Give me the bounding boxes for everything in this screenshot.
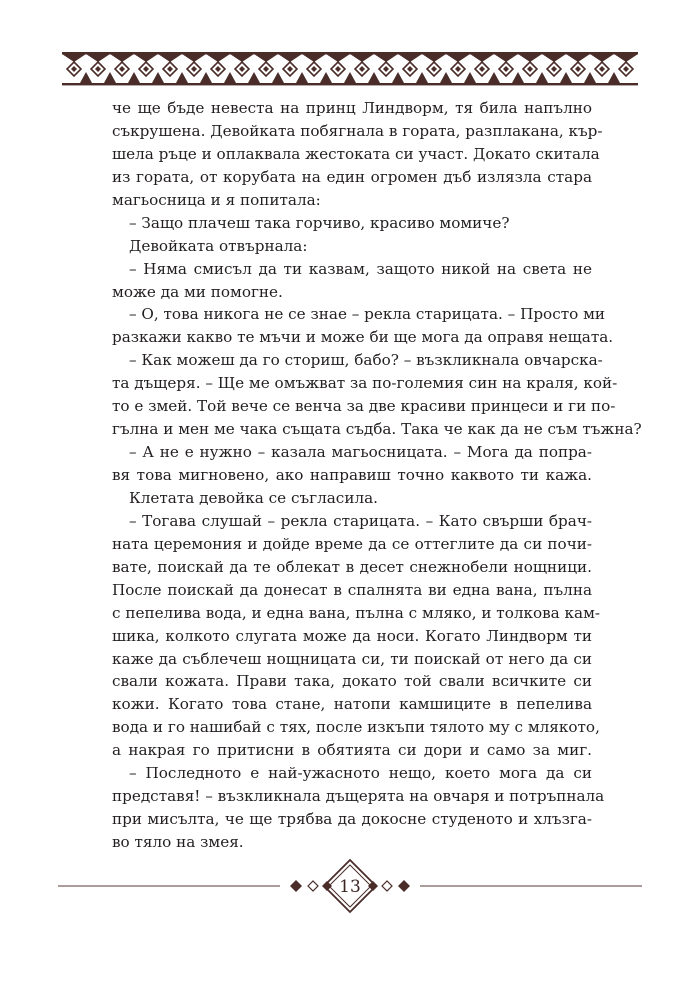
ornament-triangle: [62, 54, 86, 62]
text-line-12: – Как можеш да го сториш, бабо? – възкликнала овчарска-: [129, 351, 603, 370]
ornament-triangle: [422, 54, 446, 62]
page-number: 13: [339, 877, 361, 897]
text-line-1: че ще бъде невеста на принц Линдворм, тя била напълно: [112, 99, 592, 117]
text-line-17: вя това мигновено, ако направиш точно каквото ти кажа.: [112, 466, 592, 484]
ornament-inner-diamond: [575, 66, 581, 72]
text-line-10: – О, това никога не се знае – рекла старицата. – Просто ми: [129, 305, 606, 324]
text-line-2: съкрушена. Девойката побягнала в гората, разплакана, кър-: [112, 121, 603, 140]
ornament-inner-diamond: [263, 66, 269, 72]
ornament-inner-diamond: [407, 66, 413, 72]
ornament-triangle: [302, 54, 326, 62]
ornament-lower-triangle: [584, 72, 596, 83]
ornament-inner-diamond: [599, 66, 605, 72]
text-line-21: вате, поискай да те облекат в десет снежнобели нощници.: [112, 557, 592, 576]
text-line-25: каже да съблечеш нощницата си, ти поискай от него да си: [112, 649, 592, 668]
ornament-inner-diamond: [335, 66, 341, 72]
ornament-inner-diamond: [119, 66, 125, 72]
text-line-24: шика, колкото слугата може да носи. Когато Линдворм ти: [112, 626, 592, 645]
ornament-lower-triangle: [152, 72, 164, 83]
ornament-lower-triangle: [80, 72, 92, 83]
ornament-inner-diamond: [239, 66, 245, 72]
text-line-11: разкажи какво те мъчи и може би ще мога да оправя нещата.: [112, 328, 614, 347]
text-line-31: представя! – възкликнала дъщерята на овчаря и потръпнала: [112, 787, 605, 806]
ornament-lower-triangle: [608, 72, 620, 83]
ornament-triangle: [86, 54, 110, 62]
ornament-lower-triangle: [176, 72, 188, 83]
ornament-triangle: [158, 54, 182, 62]
ornament-inner-diamond: [167, 66, 173, 72]
ornament-triangle: [278, 54, 302, 62]
text-line-20: ната церемония и дойде време да се оттеглите да си почи-: [112, 534, 592, 553]
text-line-9: може да ми помогне.: [112, 282, 283, 301]
ornament-lower-triangle: [272, 72, 284, 83]
ornament-lower-triangle: [344, 72, 356, 83]
ornament-lower-triangle: [392, 72, 404, 83]
ornament-lower-triangle: [224, 72, 236, 83]
ornament-triangle: [134, 54, 158, 62]
text-line-3: шела ръце и оплаквала жестоката си участ. Докато скитала: [112, 144, 600, 163]
text-line-8: – Няма смисъл да ти казвам, защото никой на света не: [129, 259, 592, 278]
text-line-15: гълна и мен ме чака същата съдба. Така че как да не съм тъжна?: [112, 420, 642, 439]
ornament-lower-triangle: [368, 72, 380, 83]
ornament-lower-triangle: [560, 72, 572, 83]
ornament-topline: [62, 52, 638, 54]
ornament-inner-diamond: [215, 66, 221, 72]
ornament-inner-diamond: [287, 66, 293, 72]
ornament-inner-diamond: [527, 66, 533, 72]
text-line-7: Девойката отвърнала:: [129, 236, 308, 255]
text-line-13: та дъщеря. – Ще ме омъжват за по-големия син на краля, кой-: [112, 374, 618, 393]
text-line-22: После поискай да донесат в спалнята ви една вана, пълна: [112, 580, 592, 599]
text-line-28: вода и го нашибай с тях, после изкъпи тялото му с млякото,: [112, 718, 600, 737]
ornament-triangle: [542, 54, 566, 62]
ornament-lower-triangle: [488, 72, 500, 83]
ornament-triangle: [326, 54, 350, 62]
text-line-14: то е змей. Той вече се венча за две красиви принцеси и ги по-: [112, 397, 616, 416]
ornament-lower-triangle: [512, 72, 524, 83]
top-ornament-border: [62, 52, 638, 86]
ornament-inner-diamond: [71, 66, 77, 72]
ornament-lower-triangle: [248, 72, 260, 83]
body-text: [112, 97, 642, 854]
text-line-29: а накрая го притисни в обятията си дори и само за миг.: [112, 741, 592, 760]
text-line-19: – Тогава слушай – рекла старицата. – Като свърши брач-: [129, 511, 592, 530]
ornament-lower-triangle: [200, 72, 212, 83]
ornament-lower-triangle: [536, 72, 548, 83]
ornament-triangle: [446, 54, 470, 62]
ornament-inner-diamond: [431, 66, 437, 72]
text-line-33: во тяло на змея.: [112, 833, 244, 851]
ornament-triangle: [470, 54, 494, 62]
ornament-lower-triangle: [464, 72, 476, 83]
text-line-6: – Защо плачеш така горчиво, красиво момиче?: [129, 213, 510, 232]
ornament-inner-diamond: [359, 66, 365, 72]
ornament-inner-diamond: [95, 66, 101, 72]
text-line-16: – А не е нужно – казала магьосницата. – Мога да попра-: [129, 443, 592, 462]
ornament-inner-diamond: [455, 66, 461, 72]
ornament-baseline: [62, 83, 638, 85]
ornament-inner-diamond: [551, 66, 557, 72]
ornament-lower-triangle: [128, 72, 140, 83]
ornament-triangle: [230, 54, 254, 62]
ornament-triangle: [350, 54, 374, 62]
ornament-inner-diamond: [311, 66, 317, 72]
ornament-triangle: [566, 54, 590, 62]
text-line-18: Клетата девойка се съгласила.: [129, 488, 378, 507]
ornament-inner-diamond: [623, 66, 629, 72]
ornament-triangle: [206, 54, 230, 62]
ornament-inner-diamond: [479, 66, 485, 72]
text-line-5: магьосница и я попитала:: [112, 190, 321, 209]
ornament-triangle: [614, 54, 638, 62]
ornament-lower-triangle: [320, 72, 332, 83]
ornament-triangle: [110, 54, 134, 62]
text-line-32: при мисълта, че ще трябва да докосне студеното и хлъзга-: [112, 810, 592, 829]
ornament-lower-triangle: [296, 72, 308, 83]
text-line-23: с пепелива вода, и една вана, пълна с мляко, и толкова кам-: [112, 603, 601, 622]
ornament-triangle: [494, 54, 518, 62]
ornament-inner-diamond: [383, 66, 389, 72]
ornament-lower-triangle: [416, 72, 428, 83]
ornament-inner-diamond: [503, 66, 509, 72]
ornament-triangle: [254, 54, 278, 62]
ornament-inner-diamond: [191, 66, 197, 72]
ornament-triangle: [182, 54, 206, 62]
ornament-triangle: [518, 54, 542, 62]
text-line-27: кожи. Когато това стане, натопи камшиците в пепелива: [112, 695, 592, 714]
ornament-triangle: [590, 54, 614, 62]
text-line-30: – Последното е най-ужасното нещо, което мога да си: [129, 764, 592, 783]
ornament-triangle: [374, 54, 398, 62]
ornament-lower-triangle: [440, 72, 452, 83]
ornament-triangle: [398, 54, 422, 62]
text-line-26: свали кожата. Прави така, докато той свали всичките си: [112, 672, 592, 691]
ornament-lower-triangle: [104, 72, 116, 83]
text-line-4: из гората, от корубата на един огромен дъб излязла стара: [112, 167, 592, 186]
ornament-inner-diamond: [143, 66, 149, 72]
